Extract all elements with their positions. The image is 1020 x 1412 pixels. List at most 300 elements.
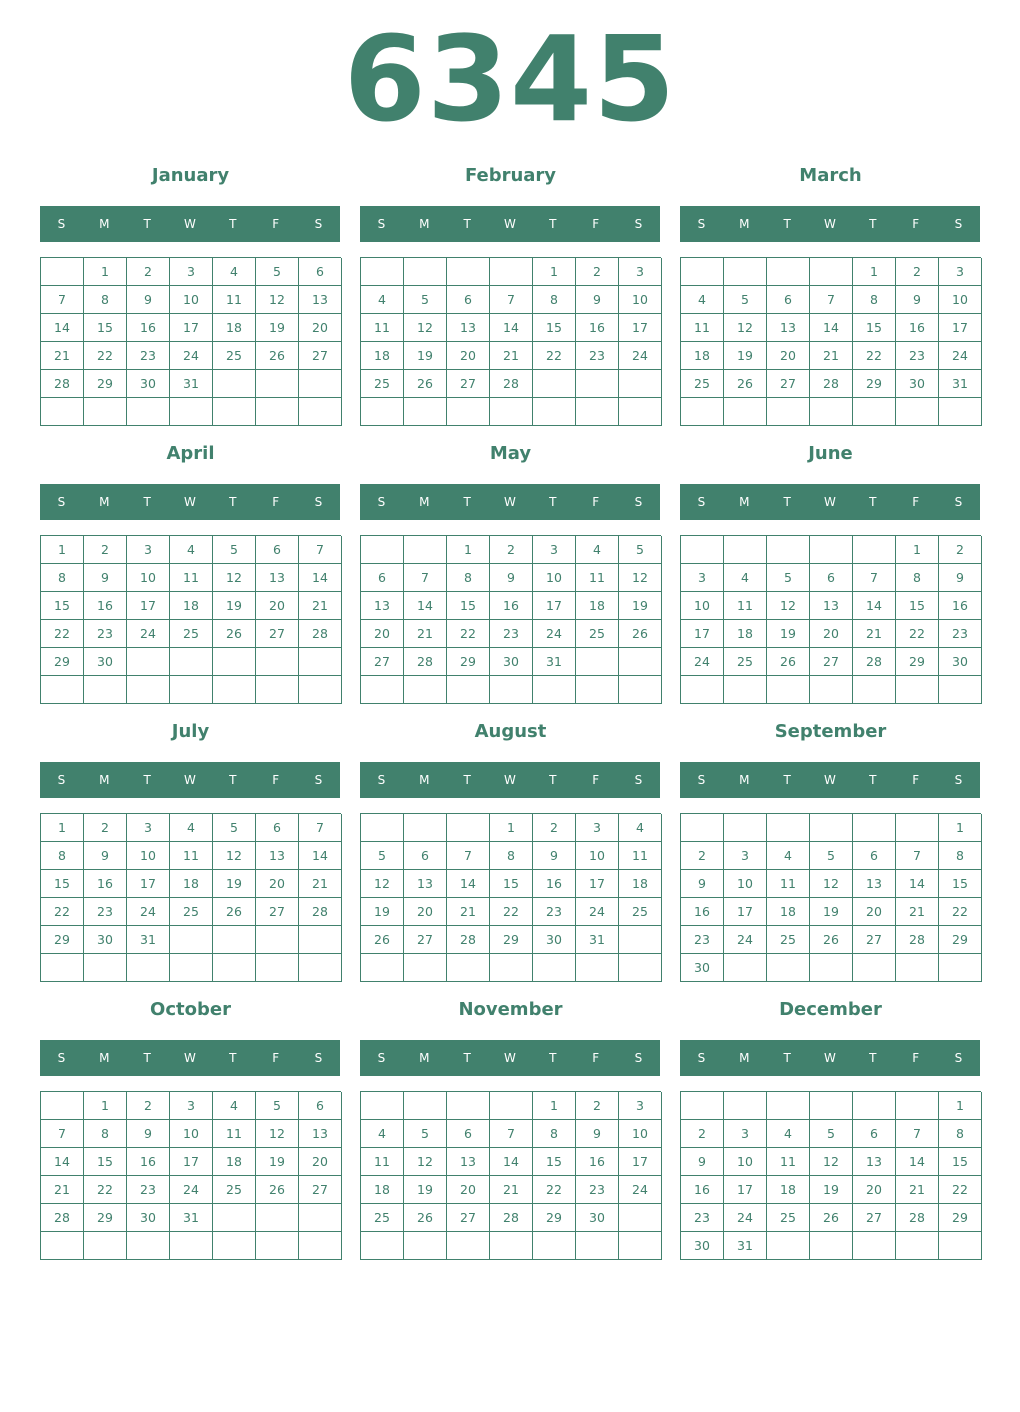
day-cell: 15 bbox=[939, 870, 982, 898]
empty-day-cell bbox=[681, 1092, 724, 1120]
month-title: July bbox=[171, 721, 210, 742]
empty-day-cell bbox=[127, 676, 170, 704]
day-cell: 13 bbox=[447, 314, 490, 342]
day-cell: 7 bbox=[896, 842, 939, 870]
day-cell: 1 bbox=[41, 536, 84, 564]
day-grid bbox=[680, 257, 981, 426]
day-cell: 2 bbox=[939, 536, 982, 564]
empty-day-cell bbox=[447, 676, 490, 704]
day-cell: 14 bbox=[299, 842, 342, 870]
day-cell: 20 bbox=[853, 1176, 896, 1204]
empty-day-cell bbox=[681, 536, 724, 564]
day-cell: 12 bbox=[724, 314, 767, 342]
empty-day-cell bbox=[619, 370, 662, 398]
weekday-label: S bbox=[57, 1051, 66, 1065]
empty-day-cell bbox=[127, 398, 170, 426]
empty-day-cell bbox=[724, 536, 767, 564]
day-cell: 4 bbox=[170, 536, 213, 564]
empty-day-cell bbox=[939, 398, 982, 426]
day-cell: 4 bbox=[213, 258, 256, 286]
empty-day-cell bbox=[724, 954, 767, 982]
day-cell: 12 bbox=[810, 1148, 853, 1176]
weekday-label: F bbox=[272, 495, 280, 509]
day-cell: 4 bbox=[361, 1120, 404, 1148]
weekday-label: M bbox=[419, 773, 430, 787]
empty-day-cell bbox=[213, 1232, 256, 1260]
day-cell: 17 bbox=[533, 592, 576, 620]
empty-day-cell bbox=[256, 926, 299, 954]
empty-day-cell bbox=[41, 1232, 84, 1260]
day-cell: 18 bbox=[361, 1176, 404, 1204]
empty-day-cell bbox=[41, 398, 84, 426]
weekday-label: S bbox=[697, 1051, 706, 1065]
empty-day-cell bbox=[41, 1092, 84, 1120]
day-cell: 2 bbox=[681, 1120, 724, 1148]
day-cell: 20 bbox=[256, 870, 299, 898]
day-cell: 7 bbox=[490, 1120, 533, 1148]
day-cell: 29 bbox=[853, 370, 896, 398]
month-title: April bbox=[166, 443, 215, 464]
weekday-label: S bbox=[57, 773, 66, 787]
day-cell: 4 bbox=[213, 1092, 256, 1120]
day-cell: 8 bbox=[939, 842, 982, 870]
day-cell: 15 bbox=[896, 592, 939, 620]
day-cell: 23 bbox=[490, 620, 533, 648]
day-cell: 12 bbox=[361, 870, 404, 898]
empty-day-cell bbox=[490, 676, 533, 704]
day-cell: 15 bbox=[853, 314, 896, 342]
empty-day-cell bbox=[576, 398, 619, 426]
weekday-header bbox=[360, 762, 660, 798]
day-cell: 20 bbox=[447, 1176, 490, 1204]
empty-day-cell bbox=[576, 370, 619, 398]
day-cell: 6 bbox=[299, 258, 342, 286]
day-cell: 4 bbox=[767, 842, 810, 870]
weekday-label: T bbox=[143, 217, 151, 231]
day-grid bbox=[680, 813, 981, 982]
day-cell: 1 bbox=[41, 814, 84, 842]
day-cell: 6 bbox=[853, 1120, 896, 1148]
empty-day-cell bbox=[767, 814, 810, 842]
weekday-header bbox=[680, 1040, 980, 1076]
day-cell: 24 bbox=[724, 1204, 767, 1232]
weekday-label: W bbox=[504, 217, 516, 231]
day-cell: 23 bbox=[84, 898, 127, 926]
day-cell: 13 bbox=[767, 314, 810, 342]
empty-day-cell bbox=[213, 398, 256, 426]
day-cell: 24 bbox=[939, 342, 982, 370]
empty-day-cell bbox=[361, 1232, 404, 1260]
empty-day-cell bbox=[767, 954, 810, 982]
weekday-header bbox=[40, 1040, 340, 1076]
day-grid bbox=[680, 1091, 981, 1260]
weekday-label: S bbox=[314, 1051, 323, 1065]
day-cell: 21 bbox=[41, 1176, 84, 1204]
empty-day-cell bbox=[447, 1232, 490, 1260]
day-cell: 3 bbox=[576, 814, 619, 842]
day-cell: 22 bbox=[447, 620, 490, 648]
day-cell: 26 bbox=[724, 370, 767, 398]
day-cell: 8 bbox=[896, 564, 939, 592]
empty-day-cell bbox=[256, 648, 299, 676]
day-cell: 19 bbox=[810, 898, 853, 926]
day-cell: 8 bbox=[41, 842, 84, 870]
empty-day-cell bbox=[404, 1092, 447, 1120]
day-cell: 27 bbox=[447, 1204, 490, 1232]
empty-day-cell bbox=[84, 676, 127, 704]
day-cell: 8 bbox=[533, 286, 576, 314]
weekday-label: F bbox=[272, 773, 280, 787]
weekday-label: F bbox=[592, 1051, 600, 1065]
day-cell: 19 bbox=[724, 342, 767, 370]
day-cell: 13 bbox=[256, 842, 299, 870]
empty-day-cell bbox=[810, 536, 853, 564]
day-cell: 20 bbox=[299, 314, 342, 342]
empty-day-cell bbox=[681, 398, 724, 426]
empty-day-cell bbox=[810, 814, 853, 842]
day-cell: 28 bbox=[41, 370, 84, 398]
day-cell: 7 bbox=[41, 286, 84, 314]
day-cell: 14 bbox=[896, 1148, 939, 1176]
day-grid bbox=[40, 1091, 341, 1260]
weekday-label: S bbox=[634, 1051, 643, 1065]
day-cell: 10 bbox=[619, 286, 662, 314]
weekday-label: T bbox=[869, 495, 877, 509]
day-cell: 26 bbox=[767, 648, 810, 676]
day-cell: 13 bbox=[810, 592, 853, 620]
day-cell: 9 bbox=[896, 286, 939, 314]
day-cell: 21 bbox=[896, 1176, 939, 1204]
day-cell: 4 bbox=[724, 564, 767, 592]
day-cell: 22 bbox=[533, 342, 576, 370]
day-cell: 3 bbox=[127, 814, 170, 842]
day-cell: 29 bbox=[41, 926, 84, 954]
empty-day-cell bbox=[361, 536, 404, 564]
weekday-header bbox=[40, 484, 340, 520]
day-cell: 13 bbox=[853, 1148, 896, 1176]
day-cell: 12 bbox=[767, 592, 810, 620]
day-cell: 30 bbox=[939, 648, 982, 676]
empty-day-cell bbox=[361, 1092, 404, 1120]
empty-day-cell bbox=[256, 954, 299, 982]
day-cell: 2 bbox=[127, 1092, 170, 1120]
day-cell: 19 bbox=[213, 592, 256, 620]
weekday-label: S bbox=[57, 495, 66, 509]
day-cell: 3 bbox=[170, 258, 213, 286]
day-cell: 9 bbox=[127, 286, 170, 314]
day-cell: 9 bbox=[939, 564, 982, 592]
month-title: May bbox=[489, 443, 532, 464]
empty-day-cell bbox=[724, 1092, 767, 1120]
weekday-label: M bbox=[419, 1051, 430, 1065]
empty-day-cell bbox=[256, 676, 299, 704]
day-cell: 8 bbox=[490, 842, 533, 870]
day-cell: 31 bbox=[724, 1232, 767, 1260]
day-cell: 18 bbox=[213, 314, 256, 342]
day-cell: 28 bbox=[41, 1204, 84, 1232]
day-cell: 19 bbox=[404, 1176, 447, 1204]
day-cell: 9 bbox=[533, 842, 576, 870]
empty-day-cell bbox=[896, 1092, 939, 1120]
day-cell: 12 bbox=[256, 1120, 299, 1148]
month-title: January bbox=[151, 165, 230, 186]
day-cell: 14 bbox=[490, 314, 533, 342]
empty-day-cell bbox=[404, 536, 447, 564]
day-cell: 31 bbox=[170, 370, 213, 398]
weekday-header bbox=[680, 762, 980, 798]
day-grid bbox=[680, 535, 981, 704]
weekday-label: S bbox=[634, 217, 643, 231]
day-cell: 21 bbox=[447, 898, 490, 926]
day-cell: 15 bbox=[447, 592, 490, 620]
day-cell: 29 bbox=[896, 648, 939, 676]
empty-day-cell bbox=[724, 258, 767, 286]
day-cell: 6 bbox=[299, 1092, 342, 1120]
day-cell: 22 bbox=[84, 342, 127, 370]
day-cell: 3 bbox=[170, 1092, 213, 1120]
day-cell: 11 bbox=[213, 1120, 256, 1148]
weekday-label: T bbox=[549, 217, 557, 231]
day-cell: 12 bbox=[404, 1148, 447, 1176]
day-cell: 24 bbox=[170, 342, 213, 370]
day-grid bbox=[360, 257, 661, 426]
weekday-label: T bbox=[463, 1051, 471, 1065]
weekday-label: M bbox=[99, 773, 110, 787]
day-cell: 5 bbox=[213, 814, 256, 842]
day-cell: 8 bbox=[84, 286, 127, 314]
weekday-label: S bbox=[634, 495, 643, 509]
empty-day-cell bbox=[939, 954, 982, 982]
weekday-label: W bbox=[184, 1051, 196, 1065]
day-cell: 25 bbox=[361, 370, 404, 398]
empty-day-cell bbox=[299, 926, 342, 954]
empty-day-cell bbox=[256, 398, 299, 426]
day-cell: 24 bbox=[533, 620, 576, 648]
day-cell: 19 bbox=[256, 314, 299, 342]
day-cell: 16 bbox=[896, 314, 939, 342]
day-cell: 17 bbox=[576, 870, 619, 898]
weekday-label: T bbox=[229, 1051, 237, 1065]
month-title: March bbox=[799, 165, 862, 186]
empty-day-cell bbox=[447, 258, 490, 286]
empty-day-cell bbox=[853, 398, 896, 426]
day-cell: 8 bbox=[939, 1120, 982, 1148]
empty-day-cell bbox=[84, 398, 127, 426]
empty-day-cell bbox=[619, 1204, 662, 1232]
day-cell: 14 bbox=[853, 592, 896, 620]
day-cell: 29 bbox=[533, 1204, 576, 1232]
day-cell: 13 bbox=[299, 1120, 342, 1148]
day-cell: 24 bbox=[127, 898, 170, 926]
day-cell: 27 bbox=[299, 1176, 342, 1204]
empty-day-cell bbox=[896, 814, 939, 842]
empty-day-cell bbox=[810, 954, 853, 982]
day-cell: 27 bbox=[256, 620, 299, 648]
day-cell: 1 bbox=[447, 536, 490, 564]
day-cell: 3 bbox=[681, 564, 724, 592]
empty-day-cell bbox=[41, 258, 84, 286]
day-cell: 23 bbox=[533, 898, 576, 926]
month-title: October bbox=[150, 999, 231, 1020]
weekday-label: T bbox=[783, 1051, 791, 1065]
day-cell: 27 bbox=[767, 370, 810, 398]
day-cell: 11 bbox=[576, 564, 619, 592]
day-cell: 2 bbox=[576, 1092, 619, 1120]
day-cell: 6 bbox=[767, 286, 810, 314]
weekday-label: M bbox=[739, 1051, 750, 1065]
day-cell: 21 bbox=[896, 898, 939, 926]
empty-day-cell bbox=[853, 814, 896, 842]
weekday-label: S bbox=[954, 1051, 963, 1065]
day-cell: 29 bbox=[84, 1204, 127, 1232]
day-cell: 21 bbox=[853, 620, 896, 648]
empty-day-cell bbox=[896, 1232, 939, 1260]
day-cell: 9 bbox=[84, 842, 127, 870]
day-cell: 25 bbox=[170, 898, 213, 926]
day-cell: 30 bbox=[127, 370, 170, 398]
day-cell: 27 bbox=[447, 370, 490, 398]
empty-day-cell bbox=[361, 954, 404, 982]
day-cell: 28 bbox=[853, 648, 896, 676]
empty-day-cell bbox=[404, 676, 447, 704]
weekday-label: T bbox=[463, 495, 471, 509]
empty-day-cell bbox=[170, 954, 213, 982]
weekday-label: T bbox=[143, 1051, 151, 1065]
day-cell: 20 bbox=[361, 620, 404, 648]
day-cell: 7 bbox=[447, 842, 490, 870]
day-cell: 26 bbox=[256, 342, 299, 370]
empty-day-cell bbox=[681, 258, 724, 286]
day-cell: 13 bbox=[404, 870, 447, 898]
weekday-label: S bbox=[954, 217, 963, 231]
day-cell: 21 bbox=[299, 592, 342, 620]
day-cell: 27 bbox=[853, 1204, 896, 1232]
day-cell: 10 bbox=[533, 564, 576, 592]
weekday-header bbox=[360, 1040, 660, 1076]
day-cell: 1 bbox=[896, 536, 939, 564]
day-cell: 25 bbox=[213, 1176, 256, 1204]
day-cell: 16 bbox=[681, 1176, 724, 1204]
day-cell: 1 bbox=[490, 814, 533, 842]
day-cell: 3 bbox=[619, 1092, 662, 1120]
day-cell: 21 bbox=[41, 342, 84, 370]
day-cell: 23 bbox=[576, 342, 619, 370]
day-cell: 20 bbox=[853, 898, 896, 926]
day-cell: 5 bbox=[256, 1092, 299, 1120]
weekday-label: F bbox=[272, 217, 280, 231]
weekday-label: T bbox=[143, 495, 151, 509]
empty-day-cell bbox=[41, 676, 84, 704]
empty-day-cell bbox=[447, 398, 490, 426]
weekday-label: T bbox=[229, 217, 237, 231]
empty-day-cell bbox=[576, 648, 619, 676]
empty-day-cell bbox=[619, 648, 662, 676]
day-cell: 6 bbox=[853, 842, 896, 870]
day-cell: 23 bbox=[939, 620, 982, 648]
empty-day-cell bbox=[447, 954, 490, 982]
day-cell: 26 bbox=[361, 926, 404, 954]
day-cell: 28 bbox=[404, 648, 447, 676]
day-cell: 10 bbox=[681, 592, 724, 620]
day-cell: 1 bbox=[533, 1092, 576, 1120]
month-title: November bbox=[458, 999, 563, 1020]
day-cell: 26 bbox=[810, 1204, 853, 1232]
weekday-label: F bbox=[592, 773, 600, 787]
day-cell: 26 bbox=[256, 1176, 299, 1204]
day-cell: 22 bbox=[490, 898, 533, 926]
day-cell: 3 bbox=[127, 536, 170, 564]
day-cell: 18 bbox=[213, 1148, 256, 1176]
empty-day-cell bbox=[213, 1204, 256, 1232]
day-cell: 27 bbox=[853, 926, 896, 954]
day-cell: 29 bbox=[447, 648, 490, 676]
day-cell: 31 bbox=[170, 1204, 213, 1232]
weekday-label: S bbox=[314, 495, 323, 509]
day-cell: 31 bbox=[127, 926, 170, 954]
day-cell: 19 bbox=[810, 1176, 853, 1204]
day-cell: 11 bbox=[681, 314, 724, 342]
day-cell: 2 bbox=[84, 814, 127, 842]
day-cell: 2 bbox=[896, 258, 939, 286]
month-title: September bbox=[774, 721, 887, 742]
day-cell: 20 bbox=[299, 1148, 342, 1176]
day-cell: 5 bbox=[724, 286, 767, 314]
day-cell: 30 bbox=[533, 926, 576, 954]
day-cell: 17 bbox=[127, 592, 170, 620]
day-cell: 26 bbox=[810, 926, 853, 954]
day-cell: 14 bbox=[404, 592, 447, 620]
day-cell: 5 bbox=[256, 258, 299, 286]
day-cell: 24 bbox=[681, 648, 724, 676]
weekday-label: S bbox=[697, 495, 706, 509]
empty-day-cell bbox=[299, 370, 342, 398]
empty-day-cell bbox=[533, 954, 576, 982]
weekday-label: W bbox=[824, 217, 836, 231]
day-cell: 3 bbox=[724, 842, 767, 870]
day-cell: 3 bbox=[533, 536, 576, 564]
empty-day-cell bbox=[681, 676, 724, 704]
weekday-label: W bbox=[184, 495, 196, 509]
day-cell: 21 bbox=[490, 1176, 533, 1204]
day-cell: 12 bbox=[404, 314, 447, 342]
day-cell: 5 bbox=[810, 842, 853, 870]
day-cell: 30 bbox=[681, 1232, 724, 1260]
day-cell: 25 bbox=[767, 926, 810, 954]
day-cell: 2 bbox=[533, 814, 576, 842]
weekday-label: T bbox=[869, 217, 877, 231]
empty-day-cell bbox=[533, 370, 576, 398]
day-cell: 6 bbox=[810, 564, 853, 592]
day-cell: 11 bbox=[170, 842, 213, 870]
empty-day-cell bbox=[361, 398, 404, 426]
day-cell: 7 bbox=[41, 1120, 84, 1148]
weekday-label: S bbox=[954, 773, 963, 787]
empty-day-cell bbox=[853, 536, 896, 564]
day-cell: 30 bbox=[681, 954, 724, 982]
empty-day-cell bbox=[853, 1092, 896, 1120]
day-cell: 23 bbox=[84, 620, 127, 648]
day-cell: 22 bbox=[533, 1176, 576, 1204]
empty-day-cell bbox=[170, 1232, 213, 1260]
weekday-label: S bbox=[954, 495, 963, 509]
day-cell: 22 bbox=[939, 898, 982, 926]
empty-day-cell bbox=[299, 398, 342, 426]
empty-day-cell bbox=[127, 1232, 170, 1260]
day-cell: 15 bbox=[84, 1148, 127, 1176]
day-cell: 28 bbox=[896, 926, 939, 954]
day-cell: 9 bbox=[84, 564, 127, 592]
empty-day-cell bbox=[447, 1092, 490, 1120]
